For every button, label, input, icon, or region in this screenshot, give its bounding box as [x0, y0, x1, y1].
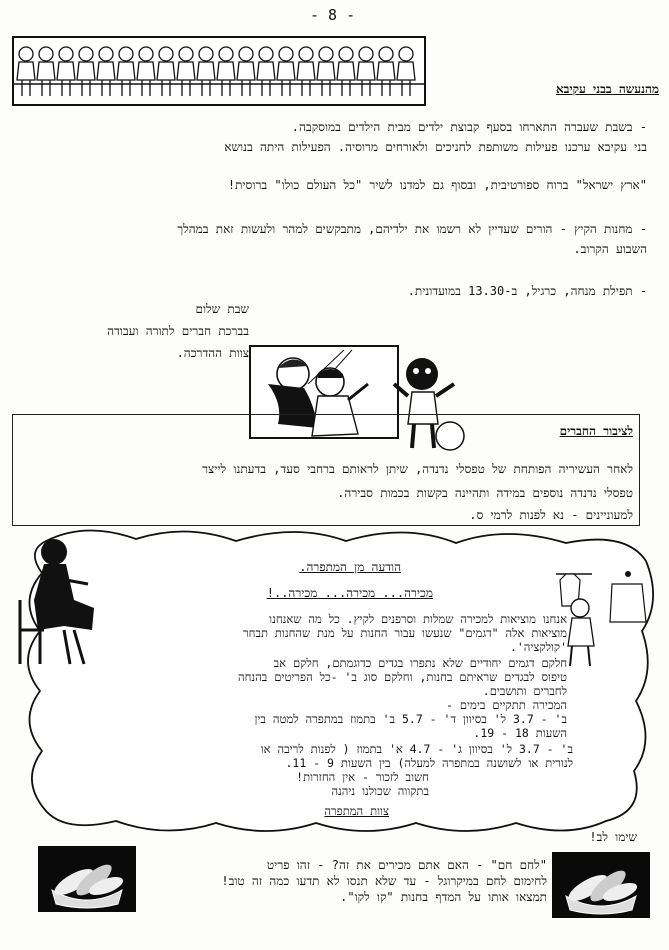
closing-greeting: בברכת חברים לתורה ועבודה [107, 324, 249, 338]
shop-line-4: חלקם דגמים יחודיים שלא נתפרו בגדים כדוגמתם, חלקם אב [273, 656, 567, 670]
public-notice-line-3: למעוניינים - נא לפנות לרמי ס. [469, 508, 633, 522]
sewing-woman-silhouette [14, 530, 104, 665]
shop-line-13: בתקווה שכולנו ניהנה [331, 784, 429, 798]
closing-signature: צוות ההדרכה. [176, 346, 249, 360]
shop-line-6: לחברים ותושבים. [482, 684, 567, 698]
bnei-akiva-item-1-cont: בני עקיבא ערכנו פעילות משותפת לחניכים ולאורחים מרוסיה. הפעילות היתה בנושא [224, 140, 647, 154]
public-notice-line-2: טפסלי נדנדה נוספים במידה ותהיינה בקשות בכמות סבירה. [337, 486, 633, 500]
shop-notice-title: הודעה מן המתפרה. [299, 560, 401, 574]
shop-line-5: טיפוס לבגדים שראיתם בחנות, וחלקם סוג ב' -כל הפריטים בהנחה [238, 670, 567, 684]
closing-shabbat-shalom: שבת שלום [195, 302, 249, 316]
shop-line-7: המכירה תתקיים בימים - [446, 698, 567, 712]
bnei-akiva-item-2-cont: השבוע הקרוב. [573, 242, 647, 256]
shop-line-3: 'קולקציה'. [509, 640, 567, 654]
shop-line-2: מוציאות אלה "דגמים" שנעשו עבור החנות על מנת שהחנות תבחר [242, 626, 567, 640]
shop-line-11: לנורית או לשושנה במתפרה למעלה) בין השעות 9 - 11. [285, 756, 573, 770]
bnei-akiva-item-1: - בשבת שעברה התארחו בסעף קבוצת ילדים מבית הילדים במוסקבה. [291, 120, 647, 134]
shop-line-10: ב' - 3.7 ל' בסיוון ג' - 4.7 א' בתמוז ( לפנות לריבה או [260, 742, 573, 756]
bread-basket-image-right [552, 852, 650, 918]
bread-line-3: תמצאו אותו על המדף בחנות "קו לקו". [340, 890, 547, 904]
bnei-akiva-item-3: - תפילת מנחה, כרגיל, ב-13.30 במועדונית. [407, 284, 647, 298]
bnei-akiva-item-2: - מחנות הקיץ - הורים שעדיין לא רשמו את ילדיהם, מתבקשים למהר ולעשות זאת במהלך [177, 222, 647, 236]
shop-line-9: השעות 18 - 19. [473, 726, 567, 740]
public-notice-line-1: לאחר העשיריה הפותחת של טפסלי נדנדה, שיתן לראותם ברחבי סעד, בדעתנו לייצר [202, 462, 633, 476]
bnei-akiva-item-1-end: "ארץ ישראל" ברוח ספורטיבית, ובסוף גם למדנו לשיר "כל העולם כולו" ברוסית! [227, 178, 647, 192]
bnei-akiva-title: מהנעשה בבני עקיבא [555, 82, 659, 96]
shop-line-12: חשוב לזכור - אין החזרות! [296, 770, 429, 784]
bread-basket-image-left [38, 846, 136, 912]
bread-line-2: לחימום לחם במיקרוגל - עד שלא תנסו לא תדעו כמה זה טוב! [221, 874, 547, 888]
attention-notice: שימו לב! [589, 830, 637, 844]
children-banner-illustration [12, 36, 426, 106]
bread-line-1: "לחם חם" - האם אתם מכירים את זה? - זהו פריט [266, 858, 547, 872]
page-number: - 8 - [310, 6, 356, 24]
shop-sale-subtitle: מכירה... מכירה... מכירה..! [266, 586, 433, 600]
shop-team-signature: צוות המתפרה [324, 804, 389, 818]
shop-line-1: אנחנו מוציאות למכירה שמלות וסרפנים לקיץ. כל מה שאנחנו [269, 612, 567, 626]
shop-line-8: ב' - 3.7 ל' בסיוון ד' - 5.7 ב' בתמוז במתפרה למטה בין [254, 712, 567, 726]
public-notice-title: לציבור החברים [559, 424, 633, 438]
dress-shopping-illustration [552, 566, 660, 670]
